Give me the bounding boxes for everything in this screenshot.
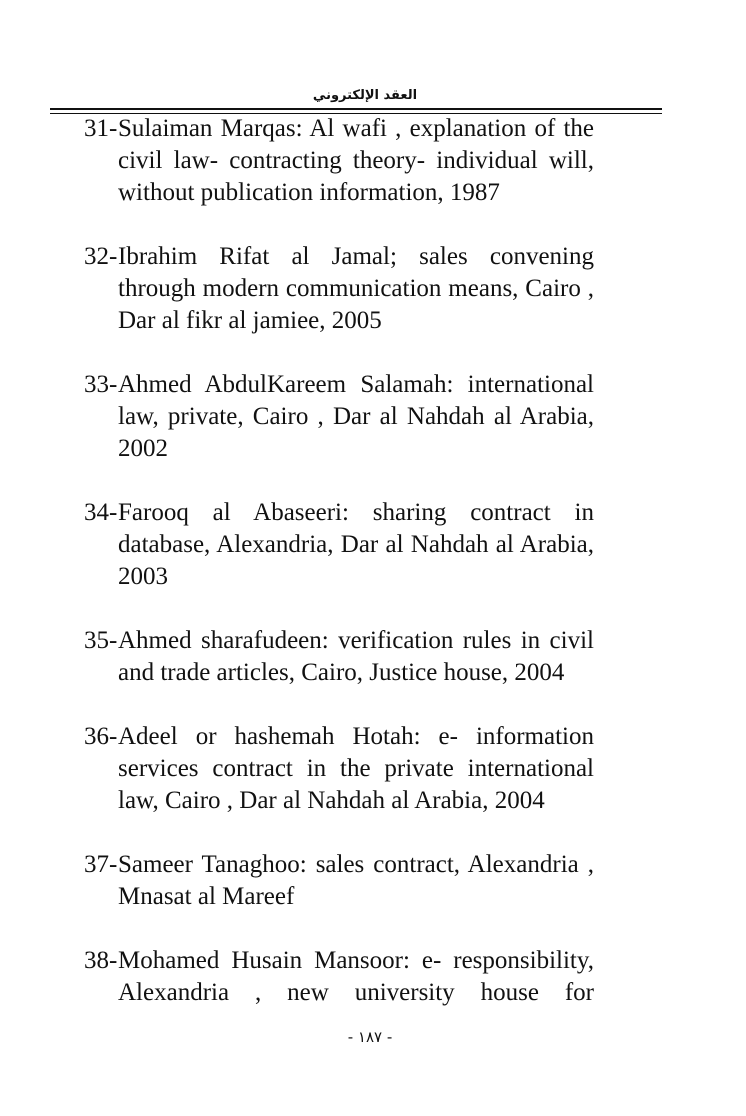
reference-number: 31- bbox=[84, 115, 118, 142]
reference-text: Adeel or hashemah Hotah: e- information services contract in the private international law, Cairo , Dar al Nahdah al Arabia, 2004 bbox=[118, 723, 594, 814]
reference-item-32 bbox=[84, 241, 594, 337]
reference-item-33 bbox=[84, 369, 594, 465]
reference-text: Mohamed Husain Mansoor: e- responsibility, Alexandria , new university house for bbox=[118, 947, 594, 1006]
reference-number: 36- bbox=[84, 723, 118, 750]
reference-number: 32- bbox=[84, 243, 118, 270]
reference-text: Sameer Tanaghoo: sales contract, Alexandria , Mnasat al Mareef bbox=[118, 851, 594, 910]
page-number: - ١٨٧ - bbox=[347, 1028, 393, 1046]
reference-number: 33- bbox=[84, 371, 118, 398]
reference-item-35 bbox=[84, 625, 594, 689]
reference-text: Farooq al Abaseeri: sharing contract in database, Alexandria, Dar al Nahdah al Arabia, 2003 bbox=[118, 499, 594, 590]
reference-number: 37- bbox=[84, 851, 118, 878]
reference-item-37 bbox=[84, 849, 594, 913]
reference-number: 34- bbox=[84, 499, 118, 526]
reference-text: Ahmed AbdulKareem Salamah: international law, private, Cairo , Dar al Nahdah al Arabia, 2002 bbox=[118, 371, 594, 462]
running-header-title: العقد الإلكتروني bbox=[312, 88, 418, 103]
reference-text: Sulaiman Marqas: Al wafi , explanation of the civil law- contracting theory- individual will, without publication information, 1987 bbox=[118, 115, 594, 206]
reference-item-36 bbox=[84, 721, 594, 817]
reference-text: Ibrahim Rifat al Jamal; sales convening through modern communication means, Cairo , Dar al fikr al jamiee, 2005 bbox=[118, 243, 594, 334]
reference-list bbox=[84, 113, 594, 1041]
reference-number: 38- bbox=[84, 947, 118, 974]
reference-number: 35- bbox=[84, 627, 118, 654]
reference-item-38 bbox=[84, 945, 594, 1009]
reference-item-34 bbox=[84, 497, 594, 593]
reference-text: Ahmed sharafudeen: verification rules in civil and trade articles, Cairo, Justice house, 2004 bbox=[118, 627, 594, 686]
reference-item-31 bbox=[84, 113, 594, 209]
header-rule-thick bbox=[50, 108, 662, 110]
